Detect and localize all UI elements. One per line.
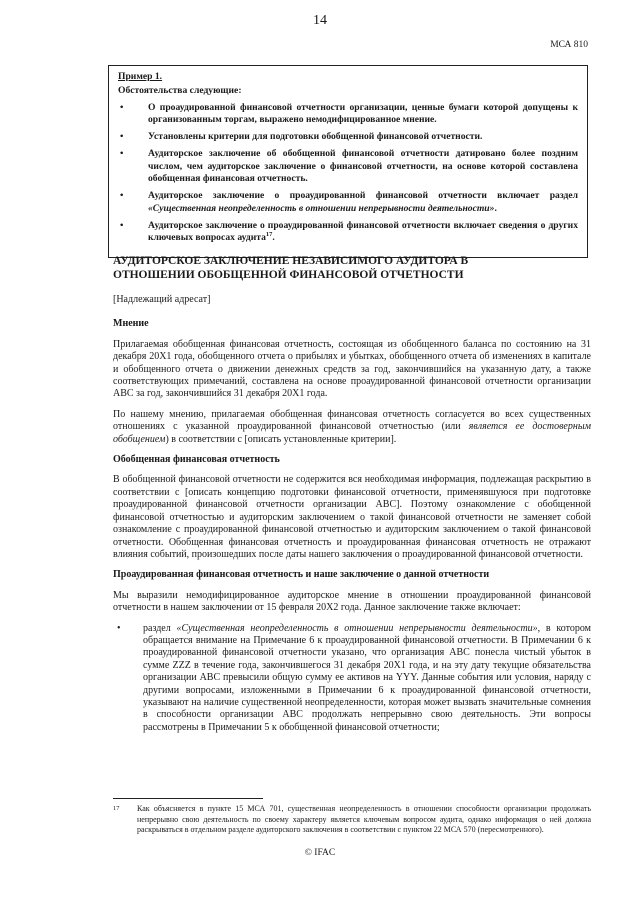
list-item [118, 220, 578, 245]
page-number: 14 [313, 13, 327, 28]
item-emphasis: «Существенная неопределенность в отношении непрерывности деятельности» [176, 622, 538, 634]
opinion-heading: Мнение [113, 318, 149, 330]
report-title: АУДИТОРСКОЕ ЗАКЛЮЧЕНИЕ НЕЗАВИСИМОГО АУДИТОРА В ОТНОШЕНИИ ОБОБЩЕННОЙ ФИНАНСОВОЙ ОТЧЕТНОСТИ [113, 255, 469, 281]
example-box [108, 65, 588, 258]
paragraph-emphasis: является ее достоверным обобщением [113, 421, 591, 445]
report-includes-list [113, 623, 591, 735]
item-emphasis: «Существенная неопределенность в отношении непрерывности деятельности» [148, 202, 495, 214]
footnote-text: Как объясняется в пункте 15 МСА 701, существенная неопределенность в отношении способности организации продолжать непрерывно свою деятельность по своему характеру является ключевым вопросом аудита, однако информация о ней должна раскрываться в отдельном разделе аудиторского заключения в соответствии с пунктом 22 МСА 570 (пересмотренного). [137, 804, 591, 834]
summary-fs-heading: Обобщенная финансовая отчетность [113, 454, 280, 466]
footnote-number: 17 [113, 805, 120, 812]
summary-fs-paragraph: В обобщенной финансовой отчетности не содержится вся необходимая информация, подлежащая раскрытию в соответствии с [описать концепцию подготовки финансовой отчетности, применявшуюся при подготовке проаудированной финансовой отчетности организации ABC]. Поэтому ознакомление с обобщенной финансовой отчетностью и аудиторским заключением о такой финансовой отчетности не заменяет собой ознакомление с проаудированной финансовой отчетностью и аудиторским заключением о такой финансовой отчетности. Обобщенная финансовая отчетность и проаудированная финансовая отчетность не отражают влияния событий, произошедших после даты нашего заключения о проаудированной финансовой отчетности. [113, 474, 591, 560]
document-code: МСА 810 [550, 40, 588, 50]
list-item [113, 623, 591, 735]
list-item: • О проаудированной финансовой отчетности организации, ценные бумаги которой допущены к организованным торгам, выражено немодифицированное мнение. [118, 102, 578, 127]
audited-fs-paragraph: Мы выразили немодифицированное аудиторское мнение в отношении проаудированной финансовой отчетности в нашем заключении от 15 февраля 20X2 года. Данное заключение также включает: [113, 589, 591, 614]
report-body [113, 255, 591, 734]
opinion-paragraph-1: Прилагаемая обобщенная финансовая отчетность, состоящая из обобщенного баланса по состоянию на 31 декабря 20X1 года, обобщенного отчета о прибылях и убытках, обобщенного отчета об изменениях в капитале и обобщенного отчета о движении денежных средств за год, закончившийся на указанную дату, а также соответствующих примечаний, составлена на основе проаудированной финансовой отчетности организации ABC за год, закончившийся 31 декабря 20X1 года. [113, 338, 591, 400]
list-item [118, 190, 578, 215]
audited-fs-heading: Проаудированная финансовая отчетность и наше заключение о данной отчетности [113, 569, 490, 581]
addressee: [Надлежащий адресат] [113, 294, 211, 305]
item-text: Аудиторское заключение о проаудированной финансовой отчетности включает сведения о других ключевых вопросах аудита [148, 219, 578, 244]
copyright-footer: © IFAC [304, 848, 336, 858]
circumstances-list [118, 102, 578, 245]
list-item: • Установлены критерии для подготовки обобщенной финансовой отчетности. [118, 131, 578, 143]
item-text: раздел [143, 622, 177, 634]
footnote-divider [113, 798, 263, 799]
paragraph-text: По нашему мнению, прилагаемая обобщенная финансовая отчетность согласуется во всех существенных отношениях с указанной проаудированной финансовой отчетностью (или [113, 408, 591, 433]
item-text: . [494, 202, 497, 214]
item-text: , в котором обращается внимание на Примечание 6 к проаудированной финансовой отчетности. В Примечании 6 к проаудированной финансовой отчетности указано, что организация ABC понесла чистый убыток в сумме ZZZ в течение года, закончившегося 31 декабря 20X1 года, и на эту дату текущие обязательства организации ABC превысили общую сумму ее активов на YYY. Данные события или условия, наряду с другими вопросами, изложенными в Примечании 6 к проаудированной финансовой отчетности, указывают на наличие существенной неопределенности, которая может вызвать значительные сомнения в способности организации ABC продолжать непрерывно свою деятельность. Эти вопросы рассмотрены в Примечании 5 к обобщенной финансовой отчетности; [143, 622, 591, 733]
footnote [113, 804, 591, 836]
item-text: Аудиторское заключение о проаудированной финансовой отчетности включает раздел [148, 190, 578, 202]
opinion-paragraph-2 [113, 409, 591, 446]
item-text: . [272, 232, 275, 244]
list-item: • Аудиторское заключение об обобщенной финансовой отчетности датировано более поздним числом, чем аудиторское заключение о финансовой отчетности, на основе которой составлена обобщенная финансовая отчетность. [118, 148, 578, 185]
footnote-ref: 17 [265, 231, 273, 239]
example-title: Пример 1. [118, 71, 163, 82]
paragraph-text: ) в соответствии с [описать установленные критерии]. [165, 433, 397, 445]
example-subtitle: Обстоятельства следующие: [118, 85, 242, 97]
